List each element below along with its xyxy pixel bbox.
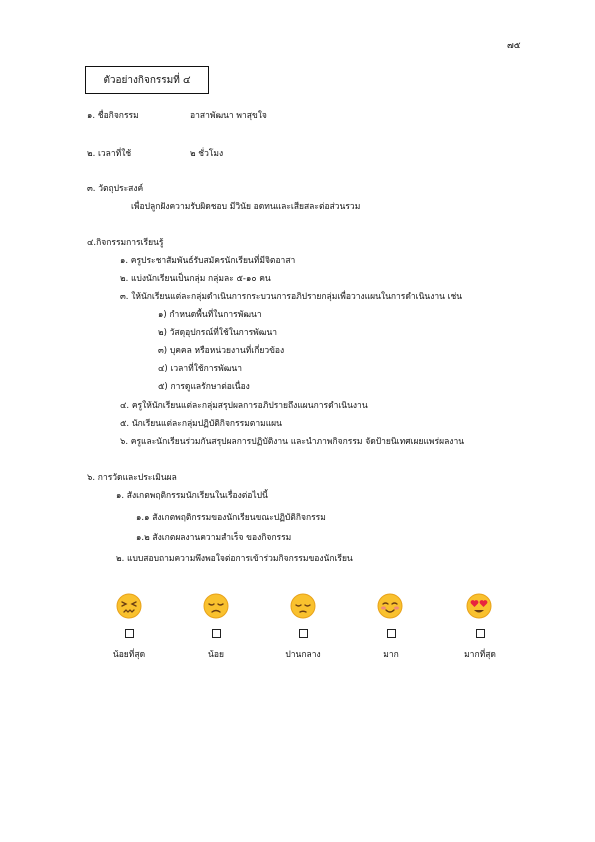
- rating-label-little: น้อย: [208, 650, 224, 660]
- activity-title: ตัวอย่างกิจกรรมที่ ๔: [103, 74, 191, 86]
- rating-checkbox-much[interactable]: [387, 629, 396, 638]
- activity-subitem: ๔) เวลาที่ใช้การพัฒนา: [158, 364, 242, 374]
- activity-subitem: ๑) กำหนดพื้นที่ในการพัฒนา: [158, 310, 262, 320]
- activity-name-value: อาสาพัฒนา พาสุขใจ: [190, 111, 267, 121]
- activity-item: ๔. ครูให้นักเรียนแต่ละกลุ่มสรุปผลการอภิปรายถึงแผนการดำเนินงาน: [120, 401, 368, 411]
- activity-name-label: ๑. ชื่อกิจกรรม: [87, 111, 139, 121]
- evaluation-item: ๑. สังเกตพฤติกรรมนักเรียนในเรื่องต่อไปนี้: [116, 491, 268, 501]
- activity-subitem: ๕) การดูแลรักษาต่อเนื่อง: [158, 382, 250, 392]
- activity-item: ๓. ให้นักเรียนแต่ละกลุ่มดำเนินการกระบวนการอภิปรายกลุ่มเพื่อวางแผนในการดำเนินงาน เช่น: [120, 292, 463, 302]
- activity-item: ๑. ครูประชาสัมพันธ์รับสมัครนักเรียนที่มีจิตอาสา: [120, 256, 296, 266]
- rating-label-least: น้อยที่สุด: [112, 650, 146, 660]
- rating-checkbox-least[interactable]: [125, 629, 134, 638]
- disappointed-face-icon: [203, 593, 229, 619]
- rating-label-most: มากที่สุด: [464, 650, 496, 660]
- activities-heading: ๔.กิจกรรมการเรียนรู้: [87, 238, 164, 248]
- activity-item: ๕. นักเรียนแต่ละกลุ่มปฏิบัติกิจกรรมตามแผน: [120, 419, 282, 429]
- evaluation-subitem: ๑.๑ สังเกตพฤติกรรมของนักเรียนขณะปฏิบัติกิจกรรม: [136, 513, 326, 523]
- objective-text: เพื่อปลูกฝังความรับผิดชอบ มีวินัย อดทนและเสียสละต่อส่วนรวม: [131, 202, 361, 212]
- rating-checkbox-moderate[interactable]: [299, 629, 308, 638]
- activity-title-box: [85, 66, 209, 94]
- evaluation-subitem: ๑.๒ สังเกตผลงานความสำเร็จ ของกิจกรรม: [136, 533, 292, 543]
- activity-item: ๒. แบ่งนักเรียนเป็นกลุ่ม กลุ่มละ ๕-๑๐ คน: [120, 274, 271, 284]
- confounded-face-icon: [116, 593, 142, 619]
- activity-subitem: ๒) วัสดุอุปกรณ์ที่ใช้ในการพัฒนา: [158, 328, 278, 338]
- activity-item: ๖. ครูและนักเรียนร่วมกันสรุปผลการปฏิบัติงาน และนำภาพกิจกรรม จัดป้ายนิเทศเผยแพร่ผลงาน: [120, 437, 465, 447]
- rating-label-much: มาก: [383, 650, 399, 660]
- time-used-value: ๒ ชั่วโมง: [190, 149, 224, 159]
- heart-eyes-face-icon: [466, 593, 492, 619]
- pensive-face-icon: [290, 593, 316, 619]
- rating-checkbox-little[interactable]: [212, 629, 221, 638]
- time-used-label: ๒. เวลาที่ใช้: [87, 149, 132, 159]
- activity-subitem: ๓) บุคคล หรือหน่วยงานที่เกี่ยวข้อง: [158, 346, 285, 356]
- page-number: ๗๕: [507, 41, 521, 51]
- rating-label-moderate: ปานกลาง: [285, 650, 321, 660]
- evaluation-heading: ๖. การวัดและประเมินผล: [87, 473, 177, 483]
- objective-heading: ๓. วัตถุประสงค์: [87, 184, 144, 194]
- rating-checkbox-most[interactable]: [476, 629, 485, 638]
- evaluation-item: ๒. แบบสอบถามความพึงพอใจต่อการเข้าร่วมกิจกรรมของนักเรียน: [116, 554, 353, 564]
- relieved-smile-face-icon: [377, 593, 403, 619]
